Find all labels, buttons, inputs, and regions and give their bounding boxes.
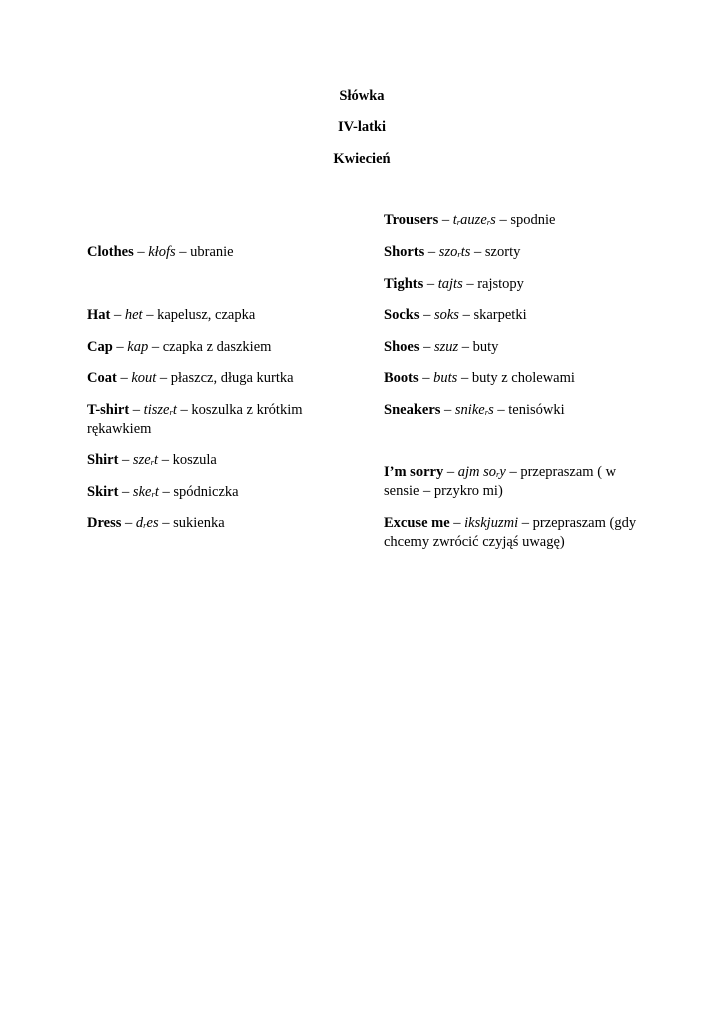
pronunciation-small-r: r — [143, 520, 147, 530]
vocabulary-pronunciation — [148, 244, 175, 260]
pronunciation-part: s — [490, 212, 496, 228]
pronunciation-part: t — [172, 402, 177, 418]
vocabulary-translation: tenisówki — [508, 402, 565, 418]
vocabulary-translation: przepraszam (gdy chcemy zwrócić czyjąś uwagę) — [384, 515, 637, 550]
pronunciation-part: ts — [460, 244, 471, 260]
vocabulary-pronunciation — [133, 484, 159, 500]
pronunciation-part: t — [154, 452, 159, 468]
vocabulary-entry: Trousers – $t_rauze_rs$ – spodnie — [384, 212, 556, 228]
pronunciation-part: kap — [127, 339, 149, 355]
pronunciation-part: buts — [433, 370, 458, 386]
vocabulary-entry: Coat – kout – płaszcz, długa kurtka — [87, 370, 294, 386]
vocabulary-entry: Hat – het – kapelusz, czapka — [87, 307, 256, 323]
vocabulary-entry: Dress – $d_res$ – sukienka — [87, 515, 225, 531]
vocabulary-pronunciation — [458, 464, 506, 480]
pronunciation-part: kout — [131, 370, 157, 386]
vocabulary-translation: buty z cholewami — [471, 370, 575, 386]
vocabulary-translation: szorty — [484, 244, 521, 260]
vocabulary-pronunciation — [434, 307, 459, 323]
document-subtitle: IV-latki — [337, 119, 387, 135]
pronunciation-part: ikskjuzmi — [464, 515, 519, 531]
vocabulary-term: Hat — [87, 307, 111, 323]
vocabulary-translation: koszulka z krótkim rękawkiem — [87, 402, 303, 437]
vocabulary-pronunciation — [131, 370, 156, 386]
pronunciation-part: szuz — [433, 339, 459, 355]
vocabulary-pronunciation — [136, 515, 159, 531]
vocabulary-pronunciation — [127, 339, 148, 355]
vocabulary-entry: Shorts – szo$_r$ts – szorty — [384, 244, 521, 260]
pronunciation-part: kłofs — [148, 244, 176, 260]
vocabulary-translation: kapelusz, czapka — [157, 307, 256, 323]
vocabulary-translation: przepraszam ( w sensie – przykro mi) — [384, 464, 617, 499]
vocabulary-term: Excuse me — [384, 515, 450, 531]
vocabulary-entry: Skirt – ske$_r$t – spódniczka — [87, 484, 239, 500]
vocabulary-term: Shoes — [384, 339, 420, 355]
pronunciation-part: het — [124, 307, 143, 323]
pronunciation-small-r: r — [151, 489, 155, 499]
pronunciation-part: soks — [433, 307, 459, 323]
vocabulary-translation: ubranie — [190, 244, 234, 260]
pronunciation-part: sze — [132, 452, 151, 468]
pronunciation-part: t — [452, 212, 457, 228]
vocabulary-entry: Tights – tajts – rajstopy — [384, 276, 524, 292]
vocabulary-pronunciation — [464, 515, 518, 531]
vocabulary-pronunciation — [439, 244, 471, 260]
vocabulary-pronunciation — [453, 212, 496, 228]
pronunciation-part: es — [146, 515, 159, 531]
pronunciation-small-r: r — [484, 407, 489, 417]
vocabulary-term: Boots — [384, 370, 419, 386]
pronunciation-part: szo — [438, 244, 458, 260]
pronunciation-small-r: r — [456, 217, 461, 227]
vocabulary-term: Dress — [87, 515, 122, 531]
vocabulary-term: T-shirt — [87, 402, 130, 418]
vocabulary-entry: Boots – buts – buty z cholewami — [384, 370, 575, 386]
vocabulary-translation: buty — [472, 339, 499, 355]
vocabulary-entry: Excuse me – ikskjuzmi – przepraszam (gdy chcemy zwrócić czyjąś uwagę) — [384, 515, 637, 550]
vocabulary-term: I’m sorry — [384, 464, 444, 480]
pronunciation-small-r: r — [495, 469, 500, 479]
vocabulary-term: Sneakers — [384, 402, 441, 418]
vocabulary-term: Trousers — [384, 212, 439, 228]
vocabulary-translation: skarpetki — [473, 307, 527, 323]
vocabulary-term: Coat — [87, 370, 117, 386]
pronunciation-part: snike — [454, 402, 485, 418]
vocabulary-translation: rajstopy — [477, 276, 524, 292]
vocabulary-translation: płaszcz, długa kurtka — [170, 370, 294, 386]
vocabulary-translation: spodnie — [510, 212, 556, 228]
vocabulary-pronunciation — [433, 370, 457, 386]
vocabulary-translation: czapka z daszkiem — [162, 339, 272, 355]
vocabulary-entry: Cap – kap – czapka z daszkiem — [87, 339, 272, 355]
vocabulary-term: Cap — [87, 339, 113, 355]
pronunciation-part: ajm so — [457, 464, 496, 480]
vocabulary-translation: spódniczka — [173, 484, 239, 500]
vocabulary-pronunciation — [125, 307, 143, 323]
vocabulary-term: Skirt — [87, 484, 119, 500]
vocabulary-pronunciation — [438, 276, 463, 292]
pronunciation-part: auze — [460, 212, 487, 228]
pronunciation-part: t — [154, 484, 159, 500]
pronunciation-part: tisze — [143, 402, 170, 418]
pronunciation-small-r: r — [150, 457, 155, 467]
vocabulary-entry: Sneakers – snike$_r$s – tenisówki — [384, 402, 565, 418]
vocabulary-term: Shorts — [384, 244, 425, 260]
vocabulary-term: Clothes — [87, 244, 134, 260]
vocabulary-entry: Clothes – kłofs – ubranie — [87, 244, 234, 260]
vocabulary-pronunciation — [144, 402, 177, 418]
vocabulary-entry: Shirt – sze$_r$t – koszula — [87, 452, 217, 468]
vocabulary-term: Tights — [384, 276, 424, 292]
vocabulary-pronunciation — [455, 402, 494, 418]
vocabulary-pronunciation — [434, 339, 458, 355]
pronunciation-part: s — [488, 402, 494, 418]
pronunciation-small-r: r — [457, 249, 461, 259]
document-title: Słówka — [339, 88, 385, 104]
vocabulary-entry: T-shirt – tisze$_r$t – koszulka z krótkim rękawkiem — [87, 402, 303, 437]
vocabulary-term: Shirt — [87, 452, 119, 468]
pronunciation-part: y — [499, 464, 506, 480]
vocabulary-entry: Socks – soks – skarpetki — [384, 307, 527, 323]
pronunciation-small-r: r — [169, 407, 173, 417]
vocabulary-translation: koszula — [172, 452, 217, 468]
pronunciation-part: ske — [132, 484, 152, 500]
vocabulary-pronunciation — [133, 452, 158, 468]
vocabulary-entry: I’m sorry – ajm $so_ry$ – przepraszam ( w sensie – przykro mi) — [384, 464, 617, 499]
pronunciation-part: tajts — [437, 276, 463, 292]
pronunciation-small-r: r — [486, 217, 491, 227]
pronunciation-part: d — [135, 515, 144, 531]
vocabulary-translation: sukienka — [173, 515, 225, 531]
document-month: Kwiecień — [333, 151, 391, 167]
vocabulary-term: Socks — [384, 307, 420, 323]
vocabulary-entry: Shoes – szuz – buty — [384, 339, 499, 355]
